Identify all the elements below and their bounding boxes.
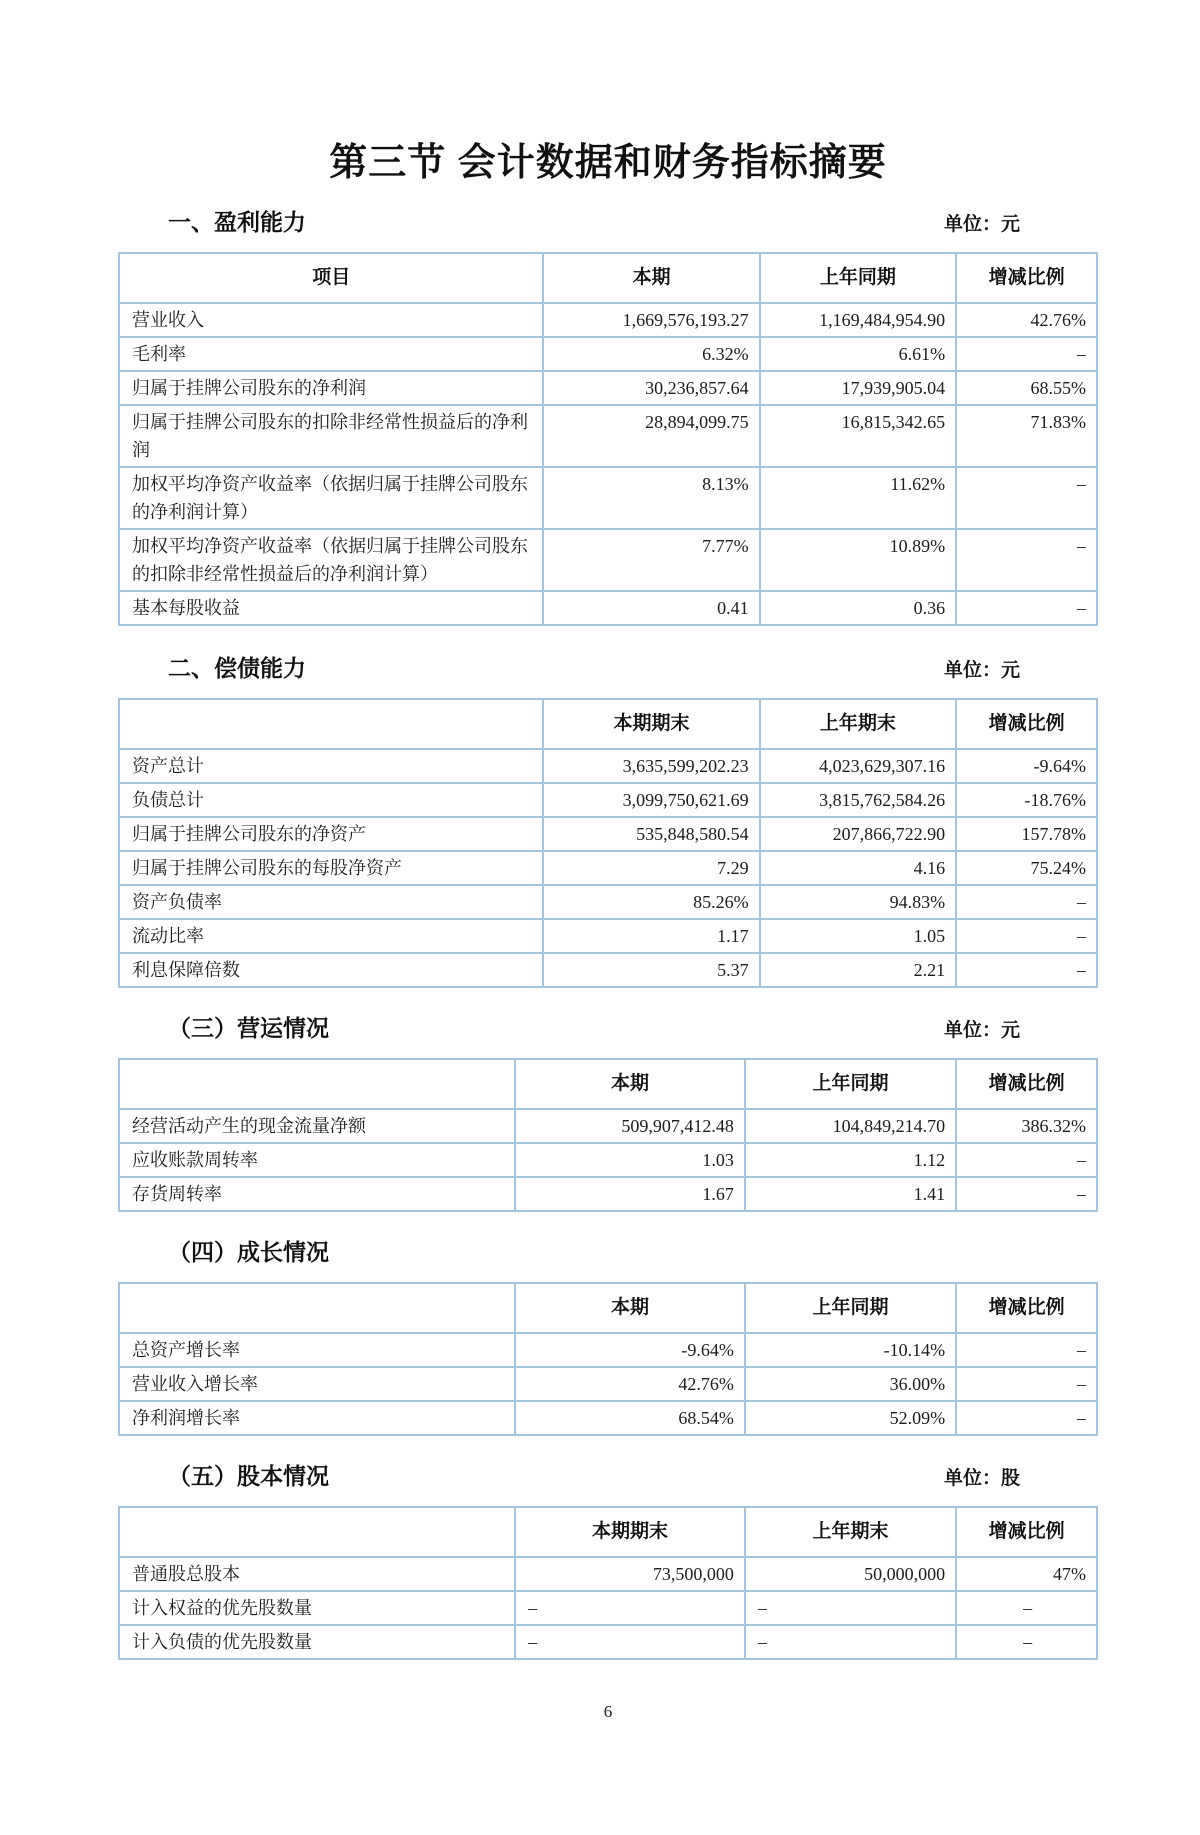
row-label: 归属于挂牌公司股东的每股净资产 xyxy=(119,851,543,885)
cell-value: 10.89% xyxy=(760,529,957,591)
cell-value: 28,894,099.75 xyxy=(543,405,759,467)
column-header: 上年同期 xyxy=(745,1059,956,1109)
cell-value: – xyxy=(515,1625,745,1659)
section-heading: （四）成长情况 xyxy=(168,1239,329,1265)
column-header: 上年期末 xyxy=(745,1507,956,1557)
unit-label: 单位：元 xyxy=(943,214,1020,235)
cell-value: 16,815,342.65 xyxy=(760,405,957,467)
column-header xyxy=(119,699,543,749)
row-label: 普通股总股本 xyxy=(119,1557,515,1591)
cell-value: 1,669,576,193.27 xyxy=(543,303,759,337)
row-label: 总资产增长率 xyxy=(119,1333,515,1367)
row-label: 毛利率 xyxy=(119,337,543,371)
cell-value: -10.14% xyxy=(745,1333,956,1367)
table-row xyxy=(119,1401,1097,1435)
table-row xyxy=(119,1625,1097,1659)
table-header-row xyxy=(119,699,1097,749)
section-header-profitability xyxy=(118,206,1098,238)
table-row xyxy=(119,1143,1097,1177)
table-row xyxy=(119,749,1097,783)
row-label: 归属于挂牌公司股东的扣除非经常性损益后的净利润 xyxy=(119,405,543,467)
table-row xyxy=(119,953,1097,987)
section-header-share-capital xyxy=(118,1460,1098,1492)
cell-value: 0.41 xyxy=(543,591,759,625)
column-header: 本期 xyxy=(543,253,759,303)
cell-value: – xyxy=(956,1625,1097,1659)
row-label: 流动比率 xyxy=(119,919,543,953)
cell-value: 1.12 xyxy=(745,1143,956,1177)
column-header: 上年同期 xyxy=(745,1283,956,1333)
cell-value: 36.00% xyxy=(745,1367,956,1401)
document-page xyxy=(118,138,1098,1722)
cell-value: – xyxy=(956,1401,1097,1435)
profitability-table xyxy=(118,252,1098,626)
row-label: 计入负债的优先股数量 xyxy=(119,1625,515,1659)
cell-value: 47% xyxy=(956,1557,1097,1591)
cell-value: 1.41 xyxy=(745,1177,956,1211)
column-header: 增减比例 xyxy=(956,1059,1097,1109)
cell-value: 52.09% xyxy=(745,1401,956,1435)
cell-value: -18.76% xyxy=(956,783,1097,817)
row-label: 净利润增长率 xyxy=(119,1401,515,1435)
cell-value: 42.76% xyxy=(515,1367,745,1401)
table-row xyxy=(119,405,1097,467)
operations-table xyxy=(118,1058,1098,1212)
cell-value: – xyxy=(956,1143,1097,1177)
cell-value: 386.32% xyxy=(956,1109,1097,1143)
cell-value: 104,849,214.70 xyxy=(745,1109,956,1143)
cell-value: – xyxy=(956,529,1097,591)
cell-value: 1.67 xyxy=(515,1177,745,1211)
column-header: 上年期末 xyxy=(760,699,957,749)
section-heading: 一、盈利能力 xyxy=(168,209,306,235)
table-row xyxy=(119,337,1097,371)
cell-value: – xyxy=(956,591,1097,625)
table-row xyxy=(119,303,1097,337)
column-header xyxy=(119,1507,515,1557)
table-row xyxy=(119,1333,1097,1367)
cell-value: 94.83% xyxy=(760,885,957,919)
row-label: 加权平均净资产收益率（依据归属于挂牌公司股东的扣除非经常性损益后的净利润计算） xyxy=(119,529,543,591)
table-row xyxy=(119,371,1097,405)
row-label: 利息保障倍数 xyxy=(119,953,543,987)
cell-value: 1,169,484,954.90 xyxy=(760,303,957,337)
row-label: 归属于挂牌公司股东的净利润 xyxy=(119,371,543,405)
cell-value: 6.32% xyxy=(543,337,759,371)
cell-value: – xyxy=(745,1591,956,1625)
cell-value: 535,848,580.54 xyxy=(543,817,759,851)
cell-value: 4.16 xyxy=(760,851,957,885)
column-header xyxy=(119,1059,515,1109)
cell-value: 0.36 xyxy=(760,591,957,625)
solvency-table xyxy=(118,698,1098,988)
unit-label: 单位：股 xyxy=(943,1468,1020,1489)
section-header-operations xyxy=(118,1012,1098,1044)
table-row xyxy=(119,591,1097,625)
cell-value: – xyxy=(956,919,1097,953)
cell-value: 7.77% xyxy=(543,529,759,591)
table-header-row xyxy=(119,1507,1097,1557)
row-label: 基本每股收益 xyxy=(119,591,543,625)
cell-value: – xyxy=(956,467,1097,529)
row-label: 资产负债率 xyxy=(119,885,543,919)
cell-value: 71.83% xyxy=(956,405,1097,467)
table-row xyxy=(119,1591,1097,1625)
cell-value: – xyxy=(956,1591,1097,1625)
cell-value: 207,866,722.90 xyxy=(760,817,957,851)
table-header-row xyxy=(119,1059,1097,1109)
column-header: 本期 xyxy=(515,1283,745,1333)
row-label: 营业收入 xyxy=(119,303,543,337)
cell-value: 157.78% xyxy=(956,817,1097,851)
table-row xyxy=(119,1557,1097,1591)
column-header: 增减比例 xyxy=(956,1507,1097,1557)
cell-value: – xyxy=(515,1591,745,1625)
section-heading: 二、偿债能力 xyxy=(168,655,306,681)
table-row xyxy=(119,885,1097,919)
table-row xyxy=(119,851,1097,885)
cell-value: 7.29 xyxy=(543,851,759,885)
table-row xyxy=(119,529,1097,591)
row-label: 存货周转率 xyxy=(119,1177,515,1211)
cell-value: 3,099,750,621.69 xyxy=(543,783,759,817)
table-header-row xyxy=(119,1283,1097,1333)
cell-value: -9.64% xyxy=(515,1333,745,1367)
cell-value: 8.13% xyxy=(543,467,759,529)
table-row xyxy=(119,1367,1097,1401)
row-label: 计入权益的优先股数量 xyxy=(119,1591,515,1625)
unit-label: 单位：元 xyxy=(943,1020,1020,1041)
cell-value: 509,907,412.48 xyxy=(515,1109,745,1143)
cell-value: 1.05 xyxy=(760,919,957,953)
cell-value: – xyxy=(956,1367,1097,1401)
section-heading: （三）营运情况 xyxy=(168,1015,329,1041)
cell-value: – xyxy=(745,1625,956,1659)
cell-value: 2.21 xyxy=(760,953,957,987)
column-header: 增减比例 xyxy=(956,253,1097,303)
row-label: 负债总计 xyxy=(119,783,543,817)
cell-value: 1.17 xyxy=(543,919,759,953)
table-row xyxy=(119,783,1097,817)
cell-value: 3,815,762,584.26 xyxy=(760,783,957,817)
cell-value: -9.64% xyxy=(956,749,1097,783)
column-header: 本期 xyxy=(515,1059,745,1109)
page-title: 第三节 会计数据和财务指标摘要 xyxy=(329,142,887,184)
section-header-growth xyxy=(118,1236,1098,1268)
cell-value: 68.55% xyxy=(956,371,1097,405)
column-header: 上年同期 xyxy=(760,253,957,303)
table-row xyxy=(119,467,1097,529)
column-header: 增减比例 xyxy=(956,699,1097,749)
cell-value: 11.62% xyxy=(760,467,957,529)
cell-value: 5.37 xyxy=(543,953,759,987)
row-label: 营业收入增长率 xyxy=(119,1367,515,1401)
row-label: 归属于挂牌公司股东的净资产 xyxy=(119,817,543,851)
growth-table xyxy=(118,1282,1098,1436)
table-row xyxy=(119,1177,1097,1211)
cell-value: – xyxy=(956,953,1097,987)
column-header: 本期期末 xyxy=(543,699,759,749)
cell-value: – xyxy=(956,1333,1097,1367)
cell-value: 85.26% xyxy=(543,885,759,919)
cell-value: 50,000,000 xyxy=(745,1557,956,1591)
column-header: 项目 xyxy=(119,253,543,303)
unit-label: 单位：元 xyxy=(943,660,1020,681)
table-row xyxy=(119,919,1097,953)
cell-value: – xyxy=(956,1177,1097,1211)
column-header: 增减比例 xyxy=(956,1283,1097,1333)
cell-value: 42.76% xyxy=(956,303,1097,337)
cell-value: 17,939,905.04 xyxy=(760,371,957,405)
cell-value: – xyxy=(956,337,1097,371)
section-header-solvency xyxy=(118,652,1098,684)
column-header xyxy=(119,1283,515,1333)
cell-value: 73,500,000 xyxy=(515,1557,745,1591)
cell-value: 6.61% xyxy=(760,337,957,371)
page-number: 6 xyxy=(603,1702,613,1721)
row-label: 应收账款周转率 xyxy=(119,1143,515,1177)
cell-value: – xyxy=(956,885,1097,919)
row-label: 资产总计 xyxy=(119,749,543,783)
cell-value: 30,236,857.64 xyxy=(543,371,759,405)
cell-value: 68.54% xyxy=(515,1401,745,1435)
table-row xyxy=(119,817,1097,851)
section-heading: （五）股本情况 xyxy=(168,1463,329,1489)
cell-value: 4,023,629,307.16 xyxy=(760,749,957,783)
table-row xyxy=(119,1109,1097,1143)
column-header: 本期期末 xyxy=(515,1507,745,1557)
row-label: 加权平均净资产收益率（依据归属于挂牌公司股东的净利润计算） xyxy=(119,467,543,529)
share-capital-table xyxy=(118,1506,1098,1660)
row-label: 经营活动产生的现金流量净额 xyxy=(119,1109,515,1143)
cell-value: 1.03 xyxy=(515,1143,745,1177)
cell-value: 3,635,599,202.23 xyxy=(543,749,759,783)
cell-value: 75.24% xyxy=(956,851,1097,885)
table-header-row xyxy=(119,253,1097,303)
